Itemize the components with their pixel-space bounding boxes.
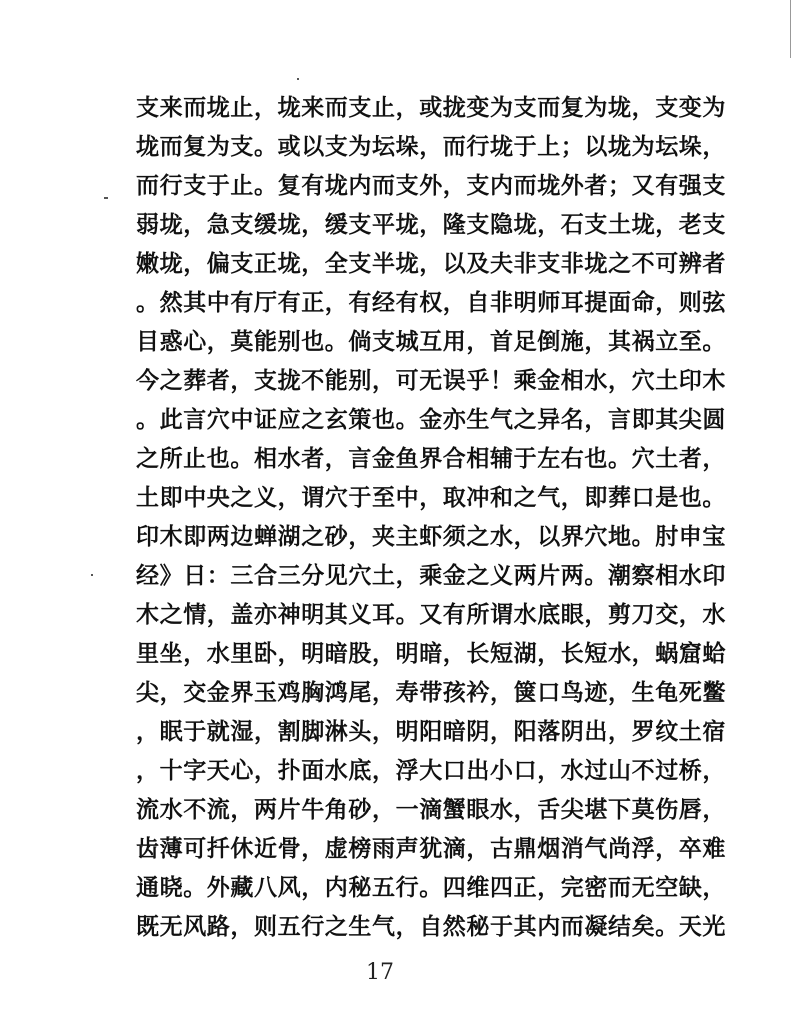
text-line: 嫩垅，偏支正垅，全支半垅，以及夫非支非垅之不可辨者 (136, 250, 726, 277)
text-line: 之所止也。相水者，言金鱼界合相辅于左右也。穴土者， (136, 445, 726, 472)
text-line: ，十字天心，扑面水底，浮大口出小口，水过山不过桥， (136, 757, 726, 784)
text-line: 今之葬者，支拢不能别，可无误乎！乘金相水，穴土印木 (136, 367, 726, 394)
scan-speck (297, 78, 299, 80)
text-line: 经》日：三合三分见穴土，乘金之义两片两。潮察相水印 (136, 562, 726, 589)
text-line: 。然其中有厅有正，有经有权，自非明师耳提面命，则弦 (136, 289, 726, 316)
text-line: 。此言穴中证应之玄策也。金亦生气之异名，言即其尖圆 (136, 406, 726, 433)
text-line: 既无风路，则五行之生气，自然秘于其内而凝结矣。天光 (136, 913, 726, 940)
scan-speck (104, 197, 108, 199)
text-line: 里坐，水里卧，明暗股，明暗，长短湖，长短水，蜗窟蛤 (136, 640, 726, 667)
text-line: 垅而复为支。或以支为坛垛，而行垅于上；以垅为坛垛， (136, 133, 726, 160)
text-line: 支来而垅止，垅来而支止，或拢变为支而复为垅，支变为 (136, 94, 726, 121)
text-line: 印木即两边蝉湖之砂，夹主虾须之水，以界穴地。肘申宝 (136, 523, 726, 550)
text-line: 木之情，盖亦神明其义耳。又有所谓水底眼，剪刀交，水 (136, 601, 726, 628)
text-line: 土即中央之义，谓穴于至中，取冲和之气，即葬口是也。 (136, 484, 726, 511)
text-line: 弱垅，急支缓垅，缓支平垅，隆支隐垅，石支土垅，老支 (136, 211, 726, 238)
scan-speck (91, 574, 93, 576)
scan-edge-mark (790, 0, 791, 58)
text-line: 通晓。外藏八风，内秘五行。四维四正，完密而无空缺， (136, 874, 726, 901)
text-line: 目惑心，莫能别也。倘支城互用，首足倒施，其祸立至。 (136, 328, 726, 355)
text-line: 尖，交金界玉鸡胸鸿尾，寿带孩衿，箧口鸟迹，生龟死鳖 (136, 679, 726, 706)
body-text (136, 88, 726, 946)
text-line: ，眠于就湿，割脚淋头，明阳暗阴，阳落阴出，罗纹土宿 (136, 718, 726, 745)
text-line: 而行支于止。复有垅内而支外，支内而垅外者；又有强支 (136, 172, 726, 199)
text-line: 流水不流，两片牛角砂，一滴蟹眼水，舌尖堪下莫伤唇， (136, 796, 726, 823)
page-number: 17 (366, 960, 394, 985)
text-line: 齿薄可扦休近骨，虚榜雨声犹滴，古鼎烟消气尚浮，卒难 (136, 835, 726, 862)
